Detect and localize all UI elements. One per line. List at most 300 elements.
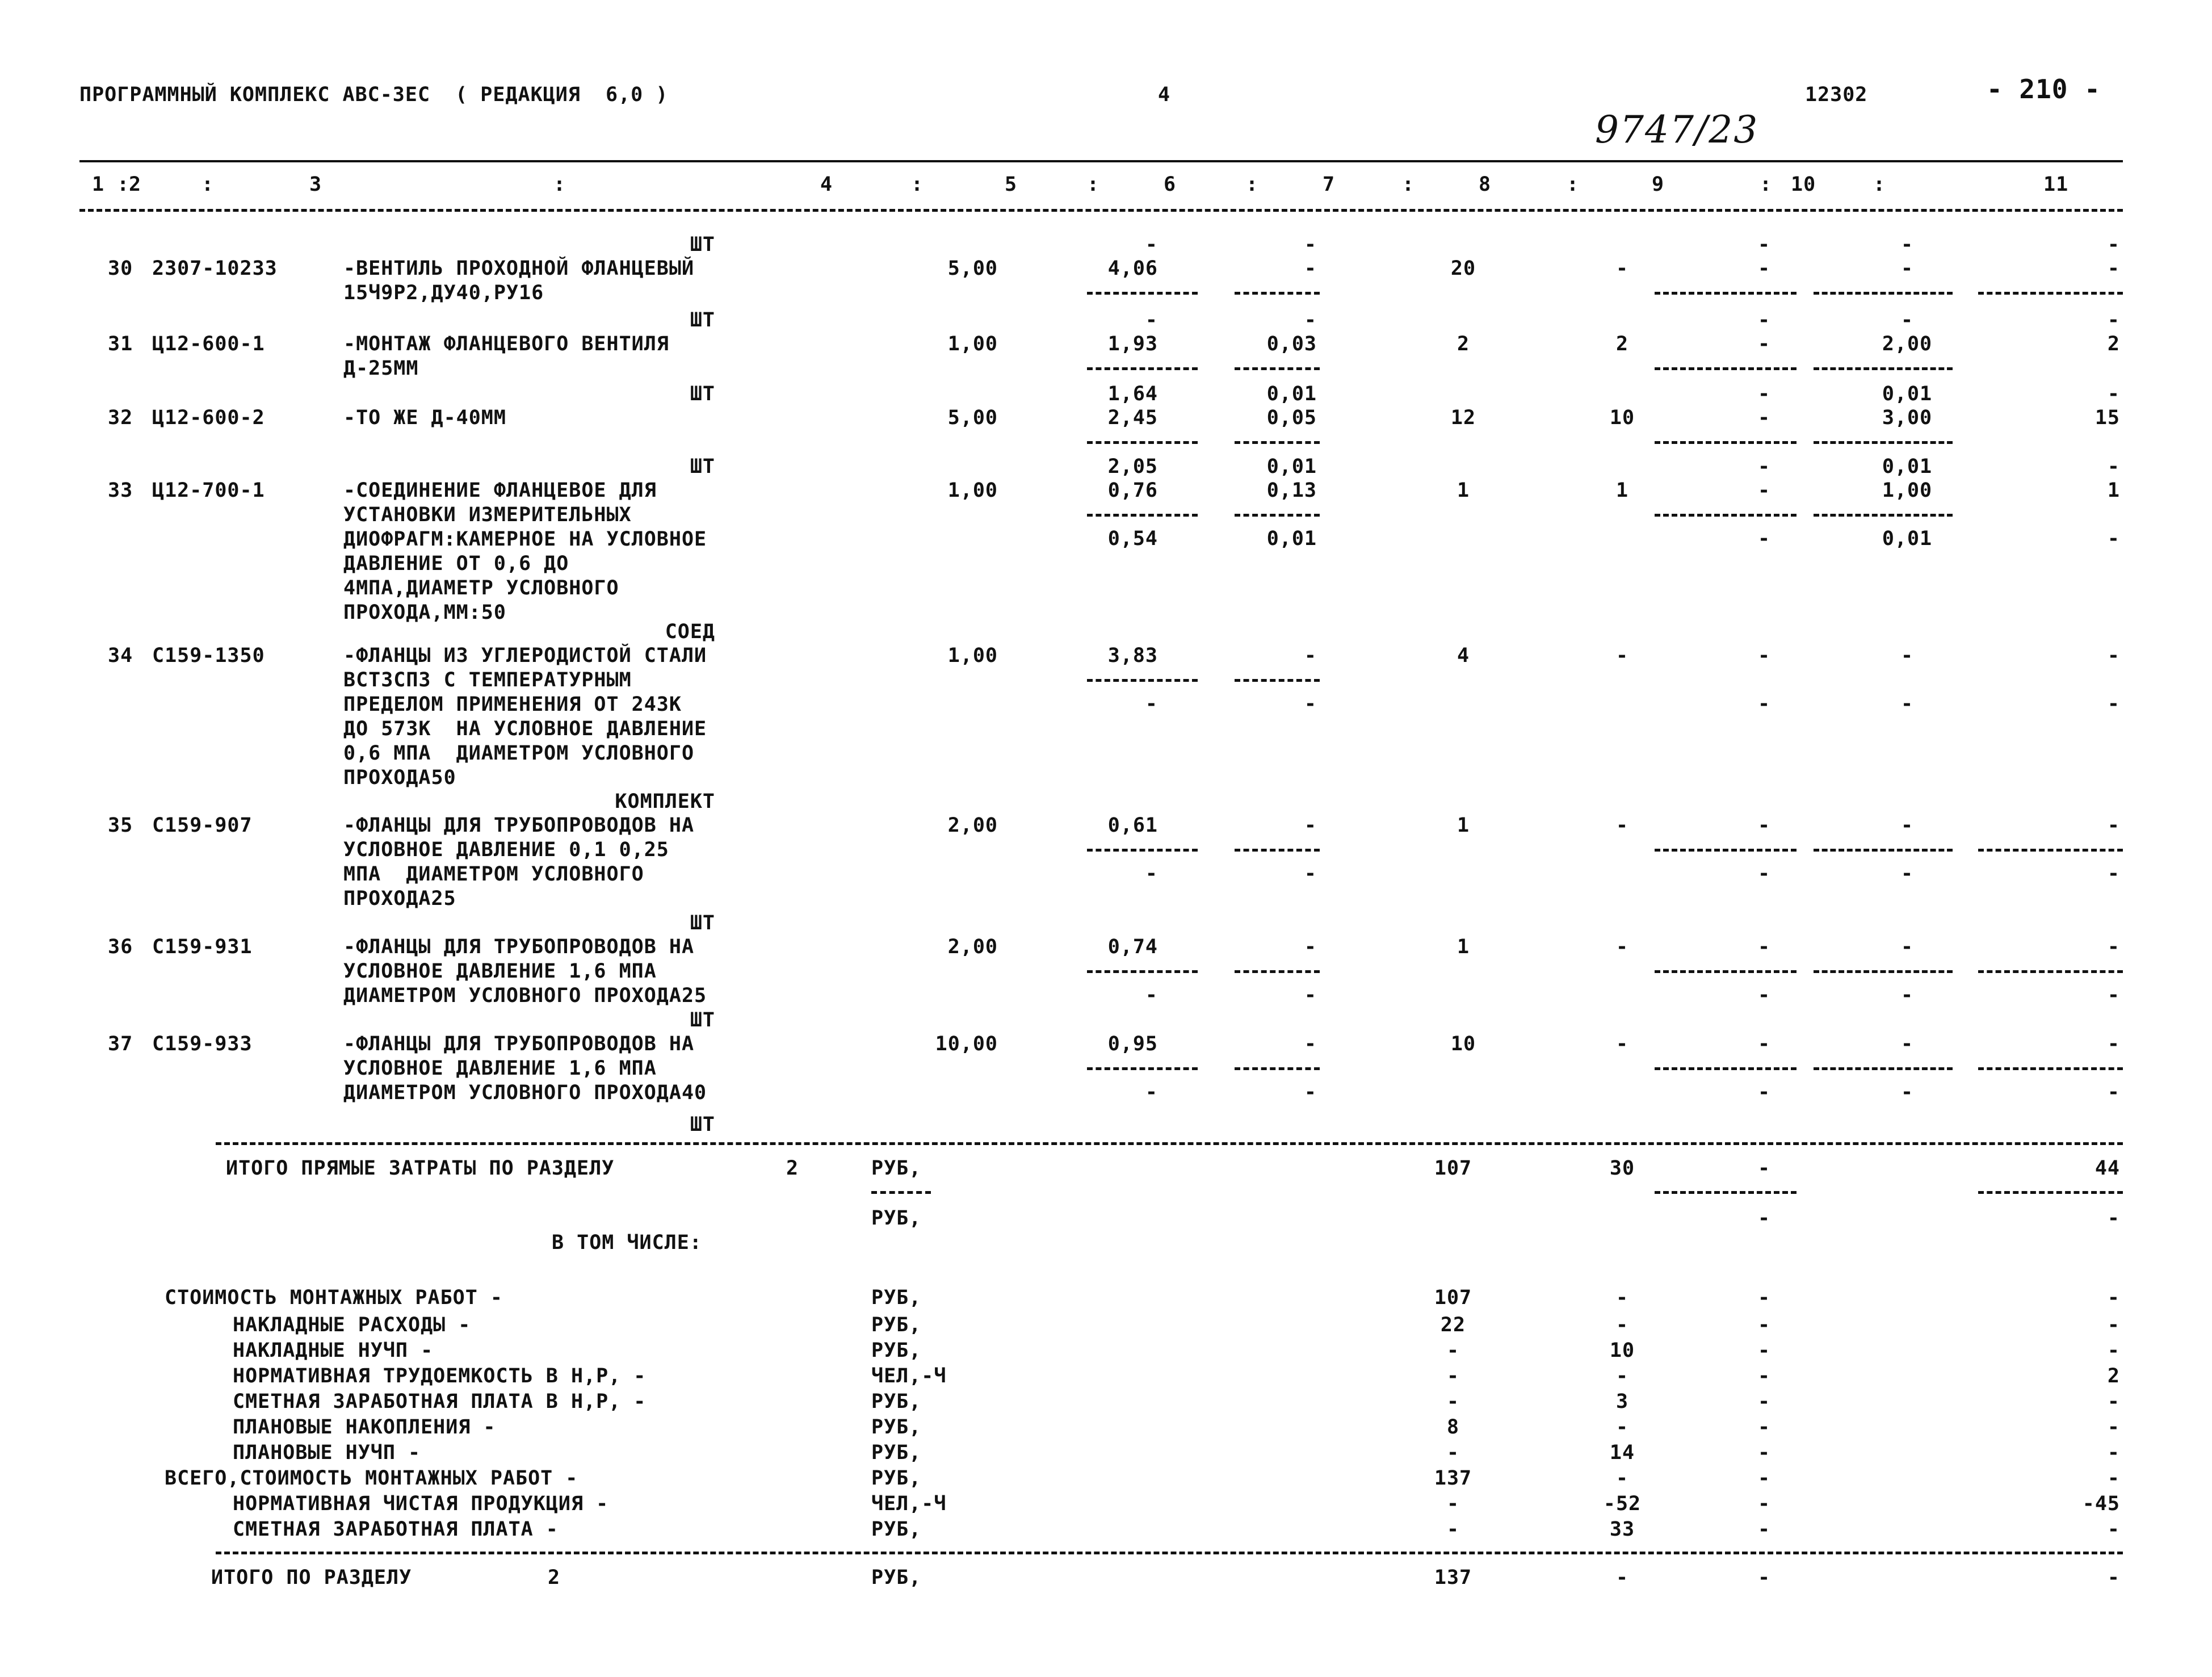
c11-value: 1 bbox=[2107, 479, 2120, 502]
col8-value: -52 bbox=[1603, 1492, 1642, 1515]
value-separator bbox=[1235, 367, 1320, 370]
value-separator bbox=[1235, 849, 1320, 852]
item-description: УСЛОВНОЕ ДАВЛЕНИЕ 1,6 МПА bbox=[343, 960, 657, 983]
unit-label: СОЕД bbox=[665, 621, 715, 643]
norm-code: С159-1350 bbox=[152, 644, 265, 667]
value-separator bbox=[1235, 441, 1320, 444]
col8-value: 2 bbox=[1615, 333, 1629, 355]
c10-value: 2,00 bbox=[1882, 333, 1933, 355]
c5-value: 4,06 bbox=[1107, 257, 1158, 280]
value-separator bbox=[1235, 679, 1320, 682]
col7-value: 1 bbox=[1457, 936, 1470, 958]
value-separator bbox=[1814, 1067, 1953, 1070]
norm-code: С159-933 bbox=[152, 1033, 253, 1055]
col9-value: - bbox=[1757, 1207, 1771, 1230]
value-separator bbox=[1814, 514, 1953, 517]
c9-value: - bbox=[1757, 814, 1771, 837]
item-description: МПА ДИАМЕТРОМ УСЛОВНОГО bbox=[343, 863, 644, 886]
handwritten-annotation: 9747/23 bbox=[1595, 108, 1759, 152]
column-header-5: 4 bbox=[820, 173, 833, 196]
quantity: 2,00 bbox=[947, 814, 998, 837]
c5-lower: - bbox=[1145, 1081, 1158, 1104]
value-separator bbox=[1087, 367, 1198, 370]
column-header-8: : bbox=[1087, 173, 1100, 196]
row-number: 30 bbox=[108, 257, 133, 280]
col7-value: - bbox=[1446, 1518, 1460, 1541]
summary-line-label: НАКЛАДНЫЕ РАСХОДЫ - bbox=[233, 1314, 471, 1336]
col7-value: 2 bbox=[1457, 333, 1470, 355]
item-description: -ФЛАНЦЫ ДЛЯ ТРУБОПРОВОДОВ НА bbox=[343, 936, 695, 958]
item-description: -МОНТАЖ ФЛАНЦЕВОГО ВЕНТИЛЯ bbox=[343, 333, 669, 355]
unit-label: РУБ, bbox=[871, 1441, 922, 1464]
column-header-14: : bbox=[1567, 173, 1580, 196]
c10-value: 1,00 bbox=[1882, 479, 1933, 502]
col9-value: - bbox=[1757, 1518, 1771, 1541]
value-separator bbox=[1814, 367, 1953, 370]
c11-value: - bbox=[2107, 1033, 2120, 1055]
c10-lower: 0,01 bbox=[1882, 527, 1933, 550]
col7-value: 10 bbox=[1450, 1033, 1476, 1055]
item-description: -ФЛАНЦЫ ДЛЯ ТРУБОПРОВОДОВ НА bbox=[343, 814, 695, 837]
column-header-rule bbox=[79, 209, 2123, 212]
c6-value: 0,13 bbox=[1266, 479, 1317, 502]
col11-value: - bbox=[2107, 1566, 2120, 1589]
c11-lower: - bbox=[2107, 693, 2120, 715]
c9-value: - bbox=[1757, 644, 1771, 667]
col7-value: - bbox=[1446, 1339, 1460, 1362]
item-description: ДИАМЕТРОМ УСЛОВНОГО ПРОХОДА25 bbox=[343, 984, 707, 1007]
item-description: ПРОХОДА,ММ:50 bbox=[343, 601, 506, 624]
c6-lower: 0,01 bbox=[1266, 527, 1317, 550]
col9-value: - bbox=[1757, 1566, 1771, 1589]
value-separator bbox=[1655, 514, 1797, 517]
col7-value: 1 bbox=[1457, 479, 1470, 502]
summary-line-label: СМЕТНАЯ ЗАРАБОТНАЯ ПЛАТА - bbox=[233, 1518, 559, 1541]
c10-lower: - bbox=[1900, 984, 1914, 1007]
row-number: 33 bbox=[108, 479, 133, 502]
c11-upper: - bbox=[2107, 383, 2120, 405]
c9-lower: - bbox=[1757, 984, 1771, 1007]
item-description: -СОЕДИНЕНИЕ ФЛАНЦЕВОЕ ДЛЯ bbox=[343, 479, 657, 502]
unit-label: РУБ, bbox=[871, 1157, 922, 1180]
c9-value: - bbox=[1757, 257, 1771, 280]
col7-value: - bbox=[1446, 1390, 1460, 1413]
col8-value: - bbox=[1615, 1365, 1629, 1387]
c9-upper: - bbox=[1757, 309, 1771, 332]
c11-value: - bbox=[2107, 814, 2120, 837]
c11-upper: - bbox=[2107, 455, 2120, 478]
unit-label: ШТ bbox=[690, 1009, 715, 1032]
c6-value: - bbox=[1304, 644, 1317, 667]
unit-label: РУБ, bbox=[871, 1286, 922, 1309]
value-separator bbox=[1655, 1191, 1797, 1194]
c6-upper: - bbox=[1304, 233, 1317, 256]
c6-value: - bbox=[1304, 257, 1317, 280]
col11-value: - bbox=[2107, 1467, 2120, 1490]
col7-value: - bbox=[1446, 1365, 1460, 1387]
col8-value: - bbox=[1615, 257, 1629, 280]
column-header-13: 8 bbox=[1479, 173, 1492, 196]
c6-value: 0,03 bbox=[1266, 333, 1317, 355]
col11-value: -45 bbox=[2082, 1492, 2120, 1515]
c10-value: - bbox=[1900, 257, 1914, 280]
item-description: ДИАМЕТРОМ УСЛОВНОГО ПРОХОДА40 bbox=[343, 1081, 707, 1104]
summary-line-label: НАКЛАДНЫЕ НУЧП - bbox=[233, 1339, 434, 1362]
column-header-9: 6 bbox=[1164, 173, 1177, 196]
c5-lower: 0,54 bbox=[1107, 527, 1158, 550]
value-separator bbox=[1655, 441, 1797, 444]
c5-value: 0,76 bbox=[1107, 479, 1158, 502]
summary-line-label: СТОИМОСТЬ МОНТАЖНЫХ РАБОТ - bbox=[165, 1286, 503, 1309]
col8-value: - bbox=[1615, 1033, 1629, 1055]
summary-line-label: ВСЕГО,СТОИМОСТЬ МОНТАЖНЫХ РАБОТ - bbox=[165, 1467, 578, 1490]
col7-value: 12 bbox=[1450, 406, 1476, 429]
summary-label: ИТОГО ПРЯМЫЕ ЗАТРАТЫ ПО РАЗДЕЛУ bbox=[226, 1157, 615, 1180]
col8-value: 3 bbox=[1615, 1390, 1629, 1413]
item-description: УСТАНОВКИ ИЗМЕРИТЕЛЬНЫХ bbox=[343, 504, 632, 526]
col8-value: - bbox=[1615, 814, 1629, 837]
item-description: -ТО ЖЕ Д-40ММ bbox=[343, 406, 506, 429]
quantity: 2,00 bbox=[947, 936, 998, 958]
value-separator bbox=[1655, 849, 1797, 852]
column-header-4: : bbox=[553, 173, 566, 196]
item-description: -ВЕНТИЛЬ ПРОХОДНОЙ ФЛАНЦЕВЫЙ bbox=[343, 257, 695, 280]
value-separator bbox=[1087, 970, 1198, 973]
unit-label: ШТ bbox=[690, 1113, 715, 1136]
col11-value: - bbox=[2107, 1314, 2120, 1336]
c10-lower: - bbox=[1900, 693, 1914, 715]
row-number: 32 bbox=[108, 406, 133, 429]
col11-value: - bbox=[2107, 1339, 2120, 1362]
c10-value: - bbox=[1900, 936, 1914, 958]
c10-value: - bbox=[1900, 814, 1914, 837]
value-separator bbox=[1087, 514, 1198, 517]
col9-value: - bbox=[1757, 1286, 1771, 1309]
column-header-1: 2 bbox=[129, 173, 142, 196]
column-header-3: 3 bbox=[309, 173, 322, 196]
value-separator bbox=[1978, 1191, 2123, 1194]
col7-value: 1 bbox=[1457, 814, 1470, 837]
c5-value: 0,74 bbox=[1107, 936, 1158, 958]
row-number: 36 bbox=[108, 936, 133, 958]
c5-upper: 2,05 bbox=[1107, 455, 1158, 478]
norm-code: 2307-10233 bbox=[152, 257, 278, 280]
c9-upper: - bbox=[1757, 383, 1771, 405]
column-header-12: : bbox=[1402, 173, 1415, 196]
col9-value: - bbox=[1757, 1365, 1771, 1387]
column-header-16: : bbox=[1760, 173, 1773, 196]
unit-label: РУБ, bbox=[871, 1566, 922, 1589]
quantity: 1,00 bbox=[947, 644, 998, 667]
c11-value: - bbox=[2107, 257, 2120, 280]
c6-upper: 0,01 bbox=[1266, 455, 1317, 478]
column-header-17: 10 bbox=[1791, 173, 1816, 196]
col11-value: - bbox=[2107, 1441, 2120, 1464]
col9-value: - bbox=[1757, 1492, 1771, 1515]
c9-upper: - bbox=[1757, 233, 1771, 256]
c6-lower: - bbox=[1304, 862, 1317, 885]
value-separator bbox=[1655, 367, 1797, 370]
col11-value: 44 bbox=[2095, 1157, 2120, 1180]
c10-lower: - bbox=[1900, 862, 1914, 885]
column-header-19: 11 bbox=[2043, 173, 2069, 196]
unit-label: РУБ, bbox=[871, 1518, 922, 1541]
col8-value: 10 bbox=[1609, 406, 1635, 429]
c6-lower: - bbox=[1304, 984, 1317, 1007]
c11-lower: - bbox=[2107, 984, 2120, 1007]
norm-code: Ц12-700-1 bbox=[152, 479, 265, 502]
c10-lower: - bbox=[1900, 1081, 1914, 1104]
col7-value: - bbox=[1446, 1441, 1460, 1464]
col8-value: 14 bbox=[1609, 1441, 1635, 1464]
item-description: УСЛОВНОЕ ДАВЛЕНИЕ 1,6 МПА bbox=[343, 1057, 657, 1080]
column-header-15: 9 bbox=[1652, 173, 1665, 196]
c9-lower: - bbox=[1757, 527, 1771, 550]
col7-value: 107 bbox=[1434, 1157, 1472, 1180]
summary-label: ИТОГО ПО РАЗДЕЛУ bbox=[211, 1566, 412, 1589]
c6-upper: 0,01 bbox=[1266, 383, 1317, 405]
value-separator bbox=[1087, 292, 1198, 295]
col11-value: - bbox=[2107, 1286, 2120, 1309]
col8-value: 30 bbox=[1609, 1157, 1635, 1180]
value-separator bbox=[1655, 970, 1797, 973]
quantity: 5,00 bbox=[947, 406, 998, 429]
unit-label: ЧЕЛ,-Ч bbox=[871, 1365, 947, 1387]
column-header-11: 7 bbox=[1323, 173, 1336, 196]
col8-value: - bbox=[1615, 644, 1629, 667]
unit-label: ШТ bbox=[690, 233, 715, 256]
col9-value: - bbox=[1757, 1314, 1771, 1336]
quantity: 5,00 bbox=[947, 257, 998, 280]
unit-label: РУБ, bbox=[871, 1339, 922, 1362]
c9-value: - bbox=[1757, 333, 1771, 355]
value-separator bbox=[1235, 292, 1320, 295]
unit-label: РУБ, bbox=[871, 1390, 922, 1413]
col7-value: 20 bbox=[1450, 257, 1476, 280]
item-description: ПРЕДЕЛОМ ПРИМЕНЕНИЯ ОТ 243К bbox=[343, 693, 682, 716]
summary-line-label: СМЕТНАЯ ЗАРАБОТНАЯ ПЛАТА В Н,Р, - bbox=[233, 1390, 647, 1413]
c10-upper: - bbox=[1900, 233, 1914, 256]
item-description: ДИОФРАГМ:КАМЕРНОЕ НА УСЛОВНОЕ bbox=[343, 528, 707, 551]
col8-value: - bbox=[1615, 1314, 1629, 1336]
summary-line-label: ПЛАНОВЫЕ НУЧП - bbox=[233, 1441, 421, 1464]
value-separator bbox=[1814, 970, 1953, 973]
page-number: - 210 - bbox=[1987, 74, 2101, 104]
c6-value: 0,05 bbox=[1266, 406, 1317, 429]
col8-value: 10 bbox=[1609, 1339, 1635, 1362]
c5-upper: 1,64 bbox=[1107, 383, 1158, 405]
c6-value: - bbox=[1304, 814, 1317, 837]
summary-rule bbox=[216, 1142, 2123, 1145]
value-separator bbox=[1978, 849, 2123, 852]
item-description: УСЛОВНОЕ ДАВЛЕНИЕ 0,1 0,25 bbox=[343, 838, 669, 861]
value-separator bbox=[1087, 1067, 1198, 1070]
item-description: ПРОХОДА25 bbox=[343, 887, 456, 910]
item-description: ВСТ3СП3 С ТЕМПЕРАТУРНЫМ bbox=[343, 669, 632, 691]
item-description: ПРОХОДА50 bbox=[343, 766, 456, 789]
value-separator bbox=[1655, 1067, 1797, 1070]
column-header-6: : bbox=[911, 173, 924, 196]
item-description: -ФЛАНЦЫ ДЛЯ ТРУБОПРОВОДОВ НА bbox=[343, 1033, 695, 1055]
c10-upper: 0,01 bbox=[1882, 455, 1933, 478]
summary-line-label: ПЛАНОВЫЕ НАКОПЛЕНИЯ - bbox=[233, 1416, 496, 1439]
c11-upper: - bbox=[2107, 233, 2120, 256]
col8-value: - bbox=[1615, 936, 1629, 958]
item-description: -ФЛАНЦЫ ИЗ УГЛЕРОДИСТОЙ СТАЛИ bbox=[343, 644, 707, 667]
value-separator bbox=[1978, 292, 2123, 295]
in-that-heading: В ТОМ ЧИСЛЕ: bbox=[552, 1231, 702, 1254]
item-description: 4МПА,ДИАМЕТР УСЛОВНОГО bbox=[343, 577, 619, 599]
col11-value: - bbox=[2107, 1207, 2120, 1230]
quantity: 10,00 bbox=[935, 1033, 998, 1055]
col9-value: - bbox=[1757, 1390, 1771, 1413]
col11-value: - bbox=[2107, 1518, 2120, 1541]
c9-value: - bbox=[1757, 1033, 1771, 1055]
row-number: 34 bbox=[108, 644, 133, 667]
item-description: 15Ч9Р2,ДУ40,РУ16 bbox=[343, 282, 544, 304]
value-separator bbox=[1087, 679, 1198, 682]
row-number: 37 bbox=[108, 1033, 133, 1055]
quantity: 1,00 bbox=[947, 479, 998, 502]
c11-value: 15 bbox=[2095, 406, 2120, 429]
c9-upper: - bbox=[1757, 455, 1771, 478]
col11-value: 2 bbox=[2107, 1365, 2120, 1387]
col7-value: 107 bbox=[1434, 1286, 1472, 1309]
c10-upper: - bbox=[1900, 309, 1914, 332]
section-number: 2 bbox=[548, 1566, 561, 1589]
col8-value: - bbox=[1615, 1467, 1629, 1490]
c10-upper: 0,01 bbox=[1882, 383, 1933, 405]
col7-value: 137 bbox=[1434, 1566, 1472, 1589]
section-number: 2 bbox=[786, 1157, 799, 1180]
c5-upper: - bbox=[1145, 309, 1158, 332]
col11-value: - bbox=[2107, 1390, 2120, 1413]
value-separator bbox=[1235, 514, 1320, 517]
norm-code: Ц12-600-1 bbox=[152, 333, 265, 355]
unit-label: КОМПЛЕКТ bbox=[615, 790, 715, 813]
col7-value: 22 bbox=[1440, 1314, 1466, 1336]
col9-value: - bbox=[1757, 1157, 1771, 1180]
c11-value: 2 bbox=[2107, 333, 2120, 355]
col7-value: 137 bbox=[1434, 1467, 1472, 1490]
item-description: Д-25ММ bbox=[343, 357, 419, 380]
column-header-2: : bbox=[202, 173, 215, 196]
column-header-18: : bbox=[1873, 173, 1886, 196]
c9-value: - bbox=[1757, 479, 1771, 502]
c6-lower: - bbox=[1304, 693, 1317, 715]
summary-line-label: НОРМАТИВНАЯ ЧИСТАЯ ПРОДУКЦИЯ - bbox=[233, 1492, 609, 1515]
header-rule bbox=[79, 160, 2123, 162]
c6-value: - bbox=[1304, 1033, 1317, 1055]
c5-value: 2,45 bbox=[1107, 406, 1158, 429]
column-header-0: 1 : bbox=[92, 173, 130, 196]
c5-value: 1,93 bbox=[1107, 333, 1158, 355]
norm-code: Ц12-600-2 bbox=[152, 406, 265, 429]
col8-value: - bbox=[1615, 1416, 1629, 1439]
unit-label: РУБ, bbox=[871, 1314, 922, 1336]
unit-label: РУБ, bbox=[871, 1416, 922, 1439]
c11-lower: - bbox=[2107, 527, 2120, 550]
value-separator bbox=[1655, 292, 1797, 295]
program-header: ПРОГРАММНЫЙ КОМПЛЕКС АВС-3ЕС ( РЕДАКЦИЯ 6,0 ) bbox=[79, 83, 669, 106]
col9-value: - bbox=[1757, 1467, 1771, 1490]
c5-lower: - bbox=[1145, 693, 1158, 715]
c9-lower: - bbox=[1757, 693, 1771, 715]
unit-label: ЧЕЛ,-Ч bbox=[871, 1492, 947, 1515]
c10-value: - bbox=[1900, 644, 1914, 667]
col7-value: 4 bbox=[1457, 644, 1470, 667]
column-header-7: 5 bbox=[1005, 173, 1018, 196]
value-separator bbox=[1978, 1067, 2123, 1070]
col8-value: - bbox=[1615, 1286, 1629, 1309]
value-separator bbox=[1978, 970, 2123, 973]
row-number: 35 bbox=[108, 814, 133, 837]
unit-separator bbox=[871, 1191, 931, 1194]
c5-lower: - bbox=[1145, 984, 1158, 1007]
item-description: 0,6 МПА ДИАМЕТРОМ УСЛОВНОГО bbox=[343, 742, 695, 765]
c11-upper: - bbox=[2107, 309, 2120, 332]
c11-lower: - bbox=[2107, 1081, 2120, 1104]
sheet-number: 4 bbox=[1158, 83, 1171, 106]
c5-value: 3,83 bbox=[1107, 644, 1158, 667]
c6-lower: - bbox=[1304, 1081, 1317, 1104]
c10-value: 3,00 bbox=[1882, 406, 1933, 429]
col9-value: - bbox=[1757, 1339, 1771, 1362]
unit-label: РУБ, bbox=[871, 1467, 922, 1490]
row-number: 31 bbox=[108, 333, 133, 355]
c9-lower: - bbox=[1757, 862, 1771, 885]
value-separator bbox=[1814, 441, 1953, 444]
column-header-10: : bbox=[1246, 173, 1259, 196]
value-separator bbox=[1235, 1067, 1320, 1070]
norm-code: С159-907 bbox=[152, 814, 253, 837]
value-separator bbox=[1087, 849, 1198, 852]
col8-value: 1 bbox=[1615, 479, 1629, 502]
unit-label: ШТ bbox=[690, 383, 715, 405]
unit-label: ШТ bbox=[690, 455, 715, 478]
c5-lower: - bbox=[1145, 862, 1158, 885]
summary-rule bbox=[216, 1552, 2123, 1554]
value-separator bbox=[1814, 292, 1953, 295]
c6-value: - bbox=[1304, 936, 1317, 958]
c5-value: 0,61 bbox=[1107, 814, 1158, 837]
unit-label: ШТ bbox=[690, 309, 715, 332]
col9-value: - bbox=[1757, 1441, 1771, 1464]
quantity: 1,00 bbox=[947, 333, 998, 355]
c9-value: - bbox=[1757, 936, 1771, 958]
c5-value: 0,95 bbox=[1107, 1033, 1158, 1055]
c5-upper: - bbox=[1145, 233, 1158, 256]
c11-value: - bbox=[2107, 936, 2120, 958]
col7-value: 8 bbox=[1446, 1416, 1460, 1439]
col8-value: 33 bbox=[1609, 1518, 1635, 1541]
summary-line-label: НОРМАТИВНАЯ ТРУДОЕМКОСТЬ В Н,Р, - bbox=[233, 1365, 647, 1387]
norm-code: С159-931 bbox=[152, 936, 253, 958]
c6-upper: - bbox=[1304, 309, 1317, 332]
c9-lower: - bbox=[1757, 1081, 1771, 1104]
col8-value: - bbox=[1615, 1566, 1629, 1589]
item-description: ДАВЛЕНИЕ ОТ 0,6 ДО bbox=[343, 552, 569, 575]
value-separator bbox=[1087, 441, 1198, 444]
c9-value: - bbox=[1757, 406, 1771, 429]
item-description: ДО 573К НА УСЛОВНОЕ ДАВЛЕНИЕ bbox=[343, 718, 707, 740]
value-separator bbox=[1814, 849, 1953, 852]
unit-label: ШТ bbox=[690, 912, 715, 934]
c10-value: - bbox=[1900, 1033, 1914, 1055]
c11-value: - bbox=[2107, 644, 2120, 667]
col11-value: - bbox=[2107, 1416, 2120, 1439]
col7-value: - bbox=[1446, 1492, 1460, 1515]
